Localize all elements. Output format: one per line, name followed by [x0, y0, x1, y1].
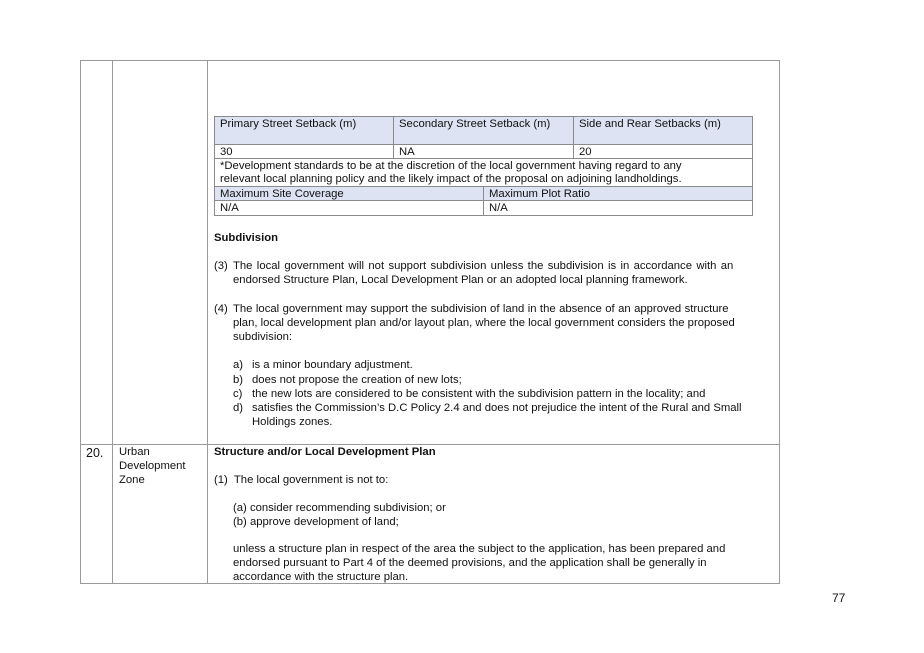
- clause-3-line-2: endorsed Structure Plan, Local Development Plan or an adopted local planning framework.: [233, 274, 688, 286]
- secondary-setback-value: NA: [393, 144, 574, 159]
- column-divider-1: [112, 60, 113, 584]
- plot-ratio-header: Maximum Plot Ratio: [483, 186, 753, 201]
- unless-line-1: unless a structure plan in respect of the area the subject to the application, has been prepared and: [233, 543, 726, 555]
- outer-table-top-border: [80, 60, 780, 61]
- note-line-2: relevant local planning policy and the likely impact of the proposal on adjoining landholdings.: [220, 173, 682, 185]
- development-standards-note: [214, 158, 753, 187]
- structure-plan-heading: Structure and/or Local Development Plan: [214, 446, 436, 458]
- list-item-d-marker: d): [233, 402, 244, 414]
- sub-clause-b: (b) approve development of land;: [233, 516, 399, 528]
- clause-3-number: (3): [214, 260, 228, 272]
- list-item-d-continuation: Holdings zones.: [252, 416, 333, 428]
- sub-clause-a: (a) consider recommending subdivision; or: [233, 502, 446, 514]
- list-item-a-text: is a minor boundary adjustment.: [252, 359, 413, 371]
- row-number: 20.: [86, 446, 104, 460]
- plot-ratio-value: N/A: [483, 200, 753, 216]
- clause-3-line-1: The local government will not support subdivision unless the subdivision is in accordance with an: [233, 260, 734, 272]
- list-item-c-text: the new lots are considered to be consistent with the subdivision pattern in the locality; and: [252, 388, 706, 400]
- clause-4-line-3: subdivision:: [233, 331, 293, 343]
- outer-table-bottom-border: [80, 583, 780, 584]
- list-item-a-marker: a): [233, 359, 244, 371]
- zone-name-line-1: Urban: [119, 446, 150, 458]
- secondary-setback-header: Secondary Street Setback (m): [393, 116, 574, 145]
- site-coverage-value: N/A: [214, 200, 484, 216]
- clause-1: (1) The local government is not to:: [214, 474, 389, 486]
- side-rear-setback-header: Side and Rear Setbacks (m): [573, 116, 753, 145]
- side-rear-setback-value: 20: [573, 144, 753, 159]
- column-divider-2: [207, 60, 208, 584]
- outer-table-left-border: [80, 60, 81, 584]
- clause-4-number: (4): [214, 303, 228, 315]
- clause-4-line-2: plan, local development plan and/or layout plan, where the local government considers the proposed: [233, 317, 735, 329]
- subdivision-heading: Subdivision: [214, 232, 279, 244]
- zone-name-line-3: Zone: [119, 474, 145, 486]
- outer-table-right-border: [779, 60, 780, 584]
- primary-setback-value: 30: [214, 144, 394, 159]
- note-line-1: *Development standards to be at the discretion of the local government having regard to any: [220, 160, 682, 172]
- list-item-b-text: does not propose the creation of new lots;: [252, 374, 462, 386]
- unless-line-3: accordance with the structure plan.: [233, 571, 409, 583]
- list-item-d-text: satisfies the Commission’s D.C Policy 2.4 and does not prejudice the intent of the Rural and Small: [252, 402, 742, 414]
- zone-name-line-2: Development: [119, 460, 186, 472]
- list-item-c-marker: c): [233, 388, 243, 400]
- clause-4-line-1: The local government may support the subdivision of land in the absence of an approved structure: [233, 303, 729, 315]
- list-item-b-marker: b): [233, 374, 244, 386]
- site-coverage-header: Maximum Site Coverage: [214, 186, 484, 201]
- page-number: 77: [832, 591, 846, 605]
- unless-line-2: endorsed pursuant to Part 4 of the deemed provisions, and the application shall be generally in: [233, 557, 707, 569]
- primary-setback-header: Primary Street Setback (m): [214, 116, 394, 145]
